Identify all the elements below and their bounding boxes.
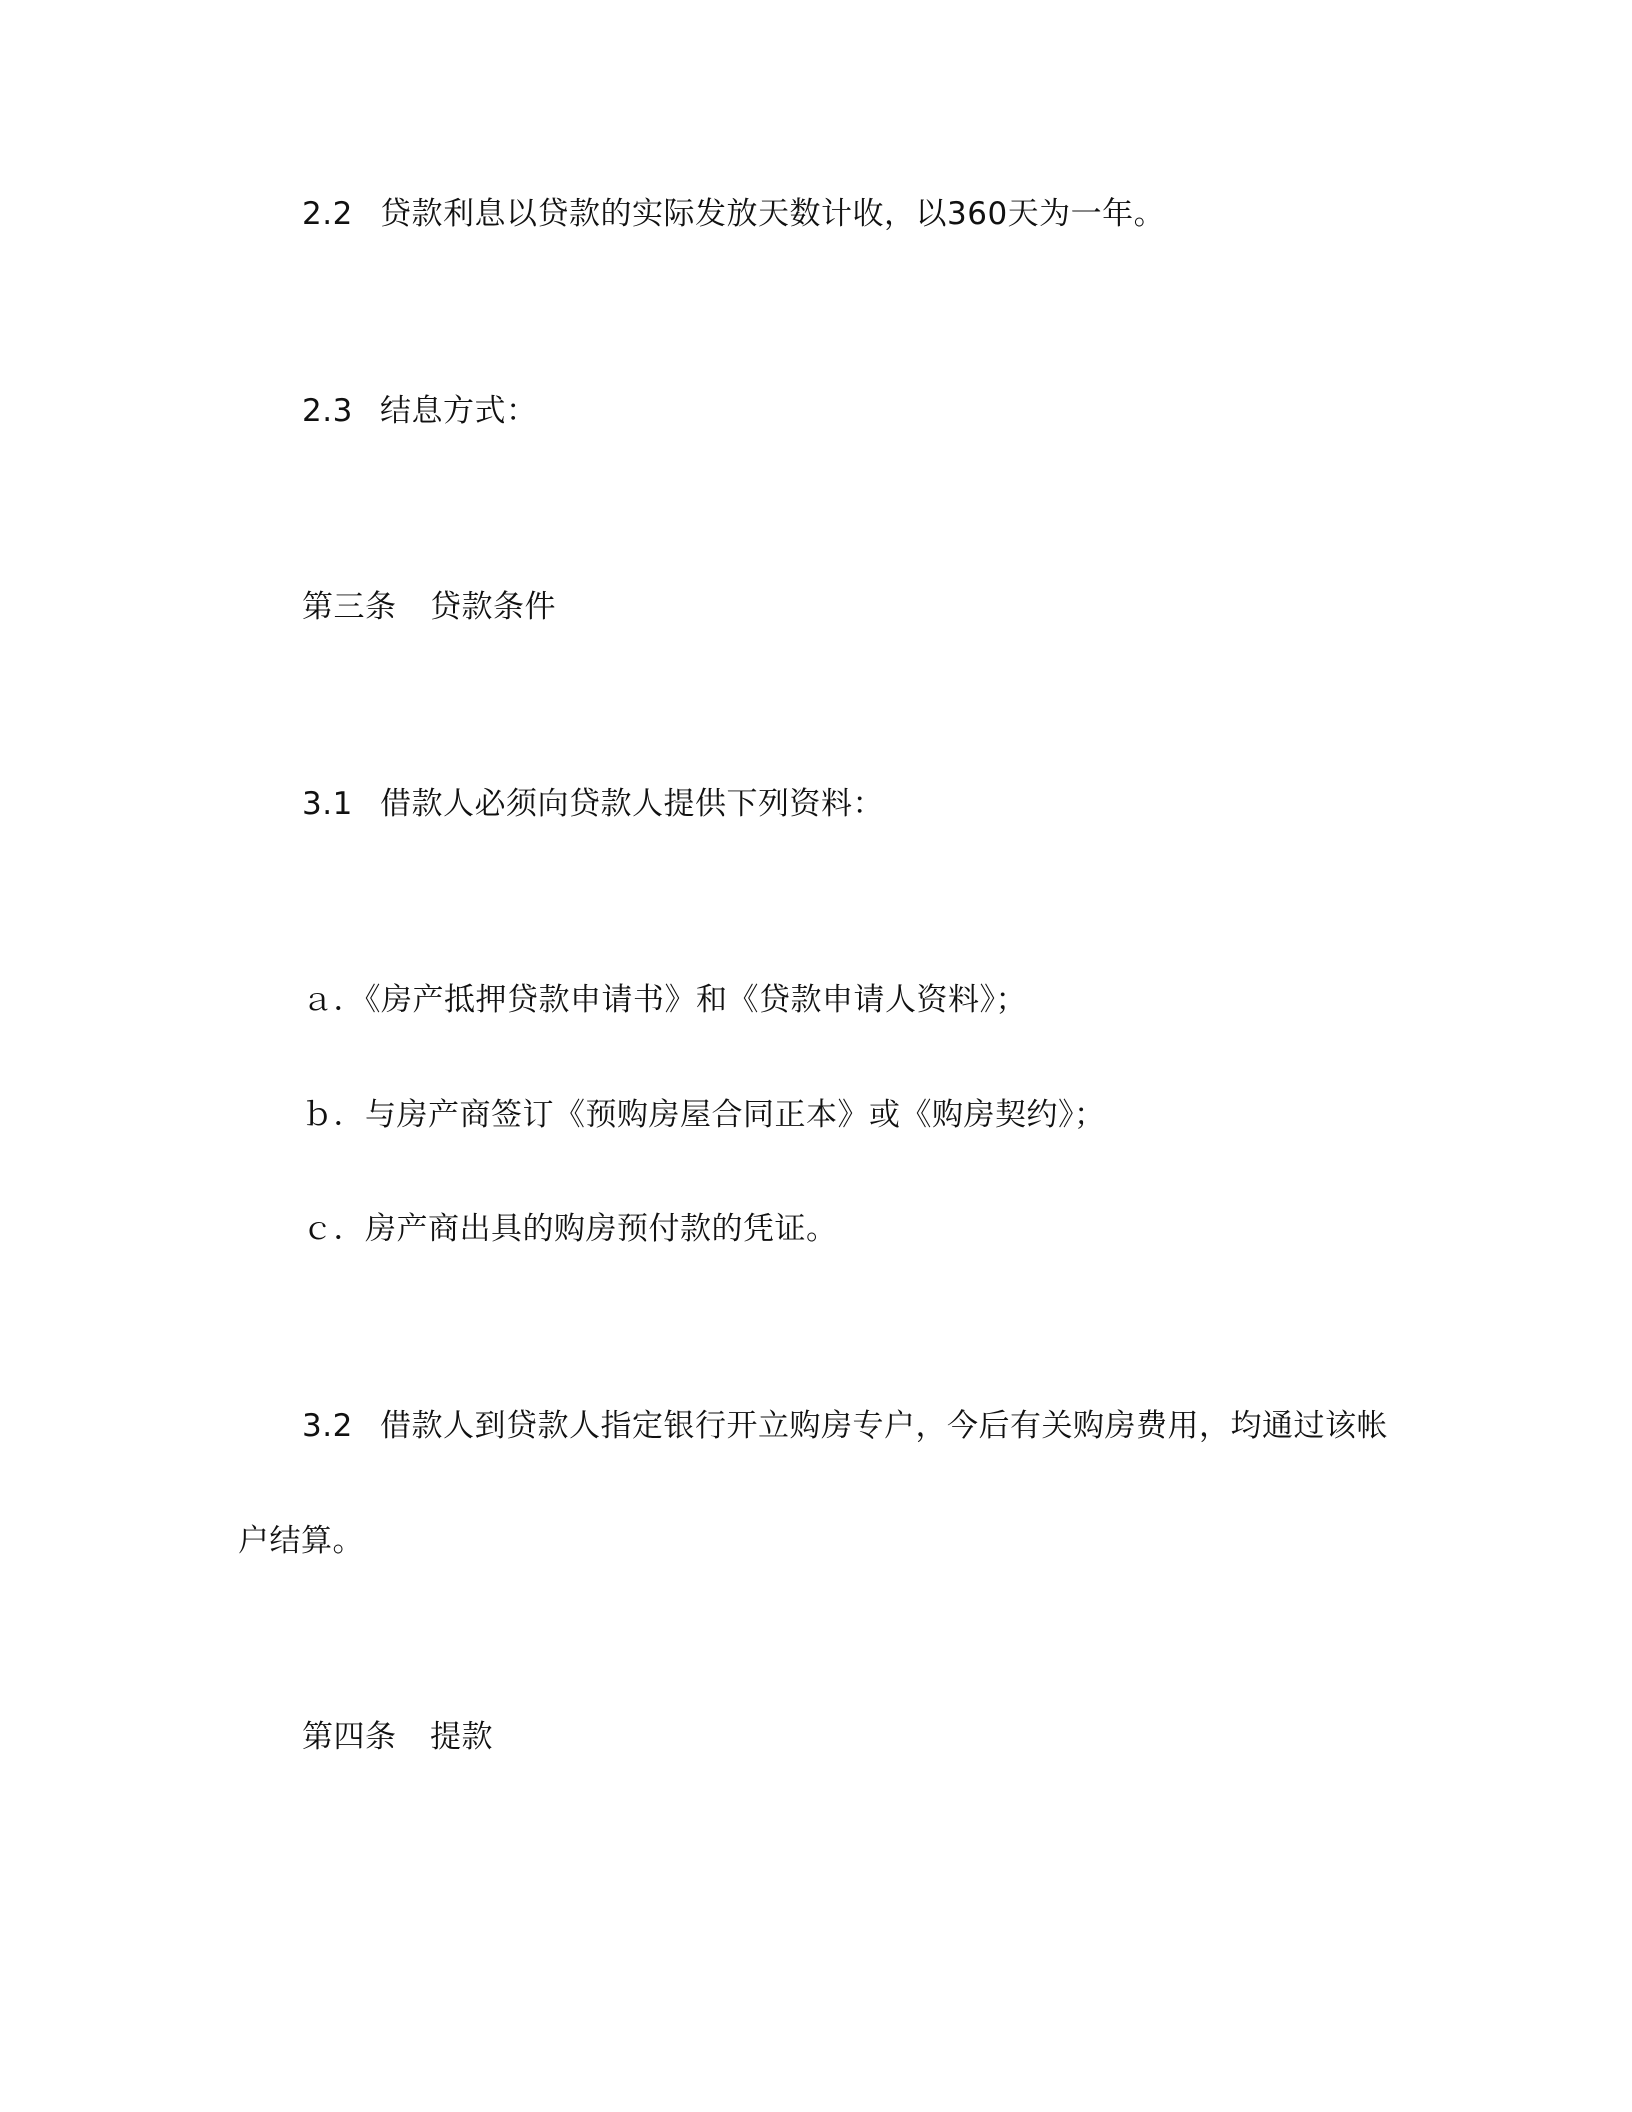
clause-text: 借款人到贷款人指定银行开立购房专户，今后有关购房费用，均通过该帐 bbox=[380, 1408, 1388, 1444]
clause-text: 贷款利息以贷款的实际发放天数计收，以360天为一年。 bbox=[380, 196, 1166, 232]
clause-2-3 bbox=[302, 391, 538, 431]
list-item-text: ｃ．房产商出具的购房预付款的凭证。 bbox=[302, 1211, 838, 1247]
article-title: 提款 bbox=[430, 1719, 493, 1755]
list-item-text: ａ．《房产抵押贷款申请书》和《贷款申请人资料》； bbox=[302, 982, 1027, 1018]
article-3-heading bbox=[302, 587, 556, 627]
list-item-a bbox=[302, 980, 1027, 1020]
article-4-heading bbox=[302, 1717, 493, 1757]
clause-number: 3.2 bbox=[302, 1408, 353, 1444]
clause-number: 2.3 bbox=[302, 393, 353, 429]
clause-text: 借款人必须向贷款人提供下列资料： bbox=[380, 786, 884, 822]
list-item-c bbox=[302, 1209, 838, 1249]
list-item-b bbox=[302, 1095, 1106, 1135]
article-number: 第三条 bbox=[302, 589, 397, 625]
clause-text: 户结算。 bbox=[238, 1523, 364, 1559]
clause-text: 结息方式： bbox=[380, 393, 538, 429]
clause-number: 3.1 bbox=[302, 786, 353, 822]
list-item-text: ｂ．与房产商签订《预购房屋合同正本》或《购房契约》； bbox=[302, 1097, 1106, 1133]
clause-3-1 bbox=[302, 784, 884, 824]
clause-number: 2.2 bbox=[302, 196, 353, 232]
clause-2-2 bbox=[302, 194, 1165, 234]
clause-3-2 bbox=[302, 1406, 1388, 1446]
article-number: 第四条 bbox=[302, 1719, 397, 1755]
article-title: 贷款条件 bbox=[430, 589, 556, 625]
clause-3-2-continuation bbox=[238, 1521, 364, 1561]
